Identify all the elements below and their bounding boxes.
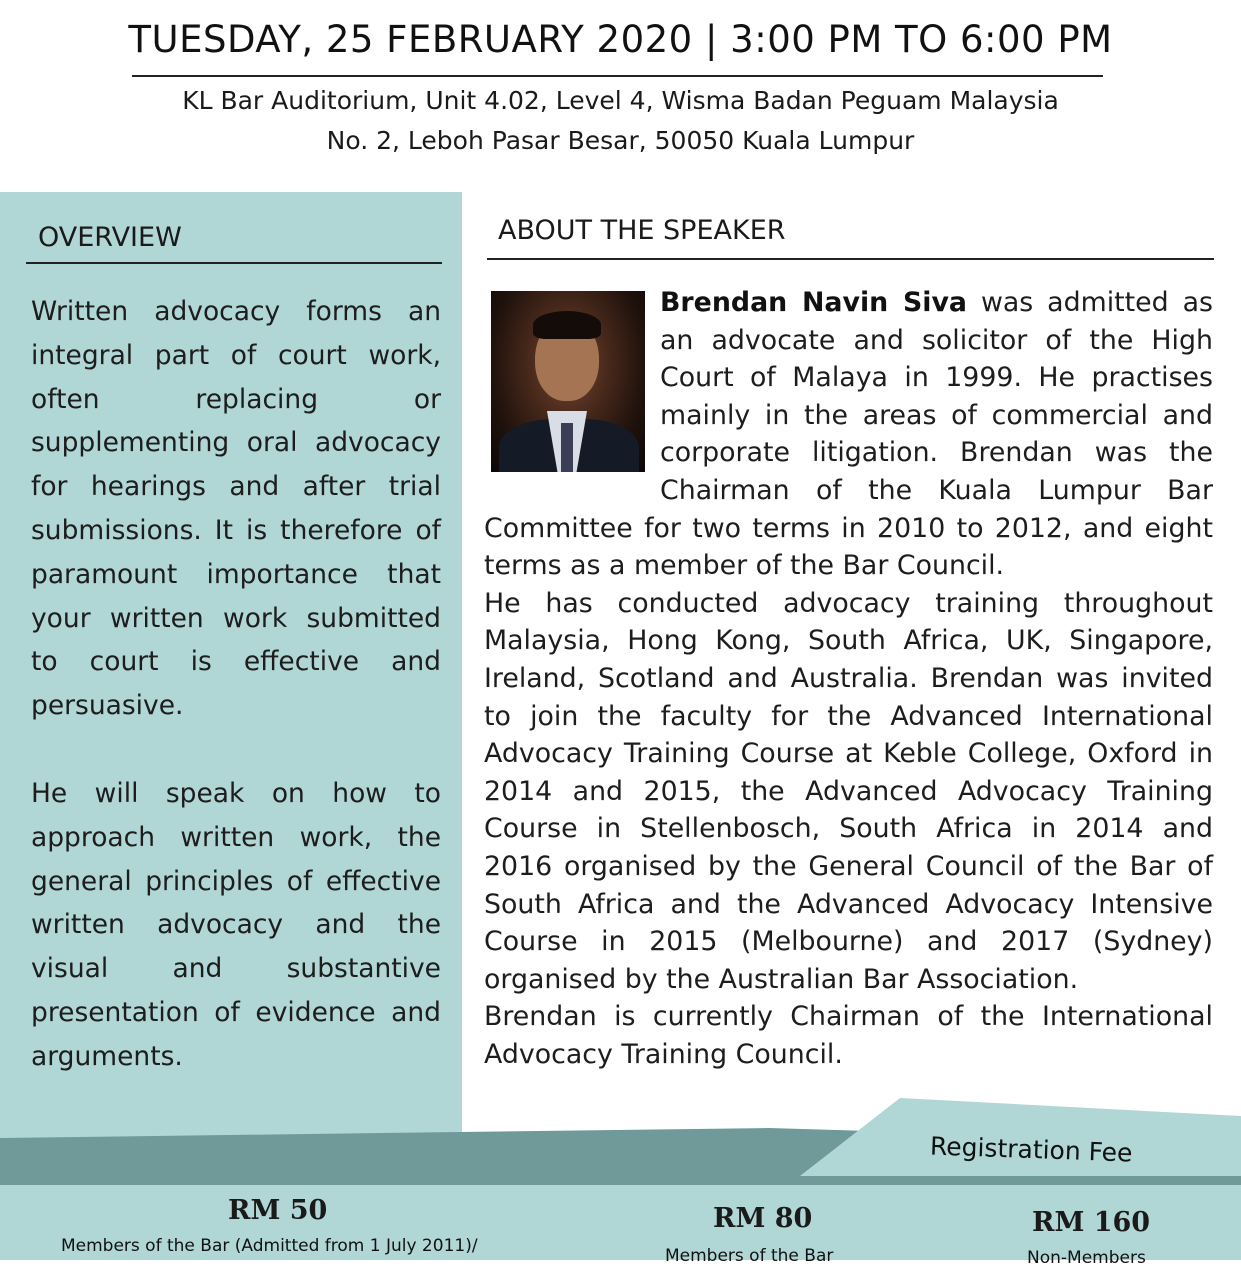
fee-desc-members: Members of the Bar [665, 1246, 834, 1266]
overview-paragraph-1: Written advocacy forms an integral part of court work, often replacing or supplementing oral advocacy for hearings and after trial submissions. It is therefore of paramount importance that your written work submitted to court is effective and persuasive. [31, 296, 441, 722]
bio-training: He has conducted advocacy training throughout Malaysia, Hong Kong, South Africa, UK, Singapore, Ireland, Scotland and Australia. Brendan was invited to join the faculty for the Advanced International Advocacy Training Course at Keble College, Oxford in 2014 and 2015, the Advanced Advocacy Training Course in Stellenbosch, South Africa in 2014 and 2016 organised by the General Council of the Bar of South Africa and the Advanced Advocacy Intensive Course in 2015 (Melbourne) and 2017 (Sydney) organised by the Australian Bar Association. [484, 587, 1213, 995]
speaker-name: Brendan Navin Siva [660, 287, 968, 318]
fee-amount-non-members: RM 160 [1032, 1207, 1151, 1238]
bio-intro: was admitted as an advocate and solicitor of the High Court of Malaya in 1999. He practises mainly in the areas of commercial and corporate litigation. Brendan was the Chairman of the Kuala Lumpur Bar Committee for two terms in 2010 to 2012, and eight terms as a member of the Bar Council. [484, 287, 1213, 582]
registration-fee-label: Registration Fee [929, 1131, 1133, 1168]
fee-desc-non-members: Non-Members [1027, 1248, 1146, 1268]
overview-title-rule [26, 262, 442, 264]
fee-amount-members-new: RM 50 [228, 1195, 328, 1226]
venue-line-2: No. 2, Leboh Pasar Besar, 50050 Kuala Lumpur [326, 126, 915, 155]
header-divider [132, 75, 1103, 77]
event-date-time: TUESDAY, 25 FEBRUARY 2020 | 3:00 PM TO 6:00 PM [128, 18, 1113, 61]
speaker-section-title: ABOUT THE SPEAKER [498, 215, 786, 246]
bio-current: Brendan is currently Chairman of the International Advocacy Training Council. [484, 1001, 1213, 1070]
fee-desc-members-new: Members of the Bar (Admitted from 1 July 2011)/ [61, 1236, 478, 1256]
venue-line-1: KL Bar Auditorium, Unit 4.02, Level 4, Wisma Badan Peguam Malaysia [182, 86, 1059, 115]
overview-title: OVERVIEW [38, 222, 182, 253]
speaker-title-rule [487, 258, 1214, 260]
overview-paragraph-2: He will speak on how to approach written work, the general principles of effective written advocacy and the visual and substantive presentation of evidence and arguments. [31, 777, 441, 1072]
speaker-bio [484, 284, 1213, 1073]
fee-amount-members: RM 80 [713, 1203, 813, 1234]
overview-text [31, 290, 441, 1079]
